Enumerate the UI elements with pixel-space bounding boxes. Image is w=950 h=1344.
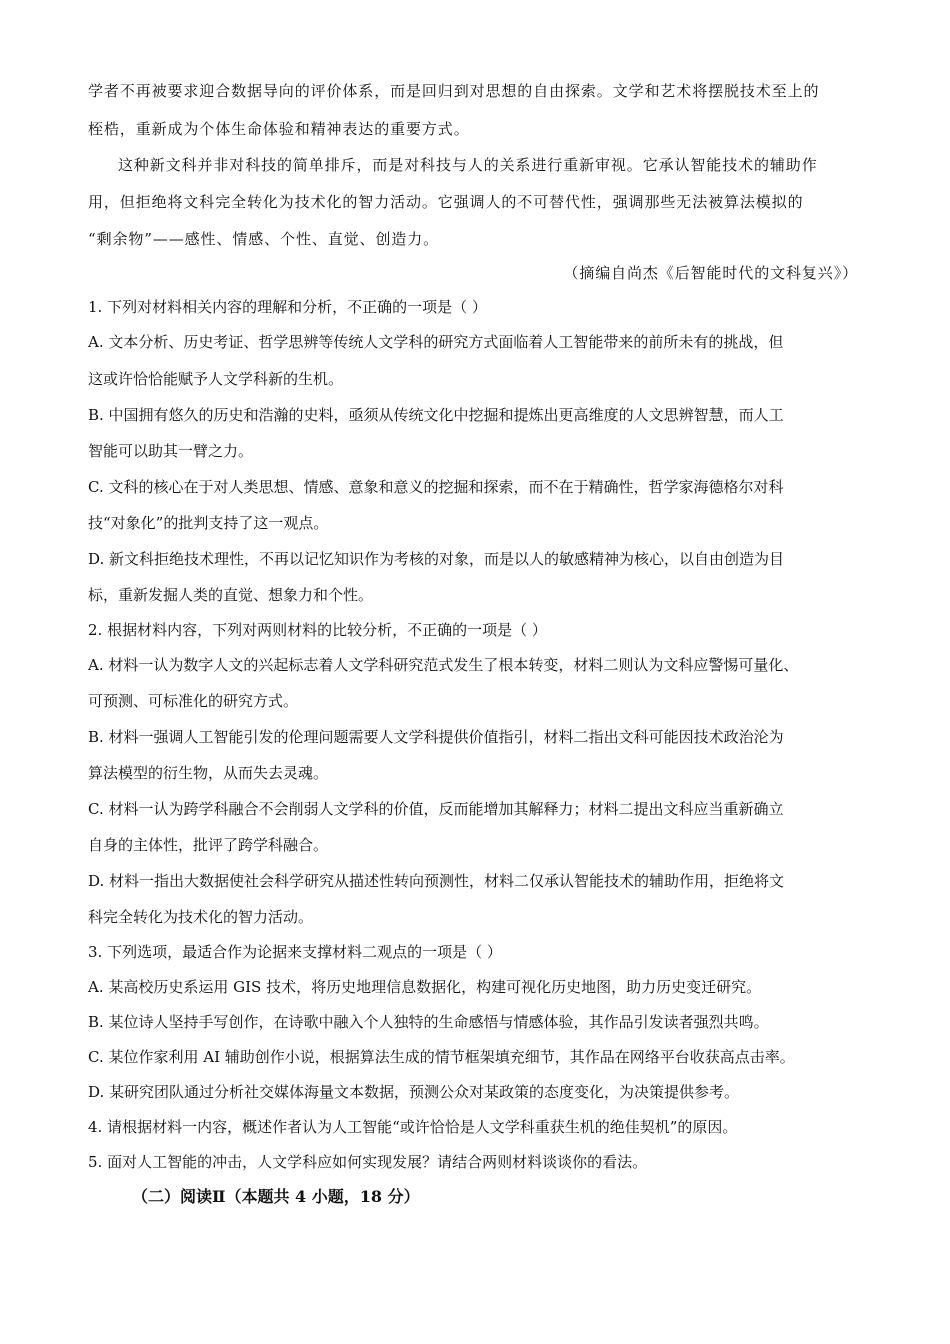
option-line: A. 某高校历史系运用 GIS 技术，将历史地理信息数据化，构建可视化历史地图，助力历史变迁研究。 <box>88 978 762 996</box>
option-line: B. 中国拥有悠久的历史和浩瀚的史料，亟须从传统文化中挖掘和提炼出更高维度的人文思辨智慧，而人工 <box>88 406 784 424</box>
option-line: C. 材料一认为跨学科融合不会削弱人文学科的价值，反而能增加其解释力；材料二提出文科应当重新确立 <box>88 800 784 818</box>
option-line: 技“对象化”的批判支持了这一观点。 <box>88 514 329 532</box>
passage-line: 学者不再被要求迎合数据导向的评价体系，而是回归到对思想的自由探索。文学和艺术将摆脱技术至上的 <box>88 82 820 100</box>
option-line: B. 材料一强调人工智能引发的伦理问题需要人文学科提供价值指引，材料二指出文科可能因技术政治沦为 <box>88 728 784 746</box>
question-stem: 5. 面对人工智能的冲击，人文学科应如何实现发展？请结合两则材料谈谈你的看法。 <box>88 1153 648 1171</box>
option-line: D. 新文科拒绝技术理性，不再以记忆知识作为考核的对象，而是以人的敏感精神为核心，以自由创造为目 <box>88 550 785 568</box>
option-line: A. 材料一认为数字人文的兴起标志着人文学科研究范式发生了根本转变，材料二则认为文科应警惕可量化、 <box>88 656 799 674</box>
passage-line: “剩余物”——感性、情感、个性、直觉、创造力。 <box>88 230 440 248</box>
section-title: （二）阅读Ⅱ（本题共 4 小题，18 分） <box>132 1187 420 1206</box>
option-line: C. 文科的核心在于对人类思想、情感、意象和意义的挖掘和探索，而不在于精确性，哲学家海德格尔对科 <box>88 478 784 496</box>
passage-source: （摘编自尚杰《后智能时代的文科复兴》） <box>563 264 858 282</box>
option-line: 这或许恰恰能赋予人文学科新的生机。 <box>88 370 344 388</box>
option-line: 科完全转化为技术化的智力活动。 <box>88 908 314 926</box>
option-line: B. 某位诗人坚持手写创作，在诗歌中融入个人独特的生命感悟与情感体验，其作品引发读者强烈共鸣。 <box>88 1013 769 1031</box>
option-line: D. 材料一指出大数据使社会科学研究从描述性转向预测性，材料二仅承认智能技术的辅助作用，拒绝将文 <box>88 872 785 890</box>
option-line: 自身的主体性，批评了跨学科融合。 <box>88 836 329 854</box>
question-stem: 2. 根据材料内容，下列对两则材料的比较分析，不正确的一项是（ ） <box>88 621 547 639</box>
option-line: A. 文本分析、历史考证、哲学思辨等传统人文学科的研究方式面临着人工智能带来的前所未有的挑战，但 <box>88 333 784 351</box>
question-stem: 4. 请根据材料一内容，概述作者认为人工智能“或许恰恰是人文学科重获生机的绝佳契机”的原因。 <box>88 1118 738 1136</box>
option-line: 可预测、可标准化的研究方式。 <box>88 692 299 710</box>
option-line: D. 某研究团队通过分析社交媒体海量文本数据，预测公众对某政策的态度变化，为决策提供参考。 <box>88 1083 740 1101</box>
question-stem: 1. 下列对材料相关内容的理解和分析，不正确的一项是（ ） <box>88 298 487 316</box>
passage-line: 用，但拒绝将文科完全转化为技术化的智力活动。它强调人的不可替代性，强调那些无法被算法模拟的 <box>88 193 804 211</box>
option-line: 标，重新发掘人类的直觉、想象力和个性。 <box>88 586 374 604</box>
question-stem: 3. 下列选项，最适合作为论据来支撑材料二观点的一项是（ ） <box>88 943 502 961</box>
option-line: C. 某位作家利用 AI 辅助创作小说，根据算法生成的情节框架填充细节，其作品在网络平台收获高点击率。 <box>88 1048 795 1066</box>
option-line: 算法模型的衍生物，从而失去灵魂。 <box>88 764 329 782</box>
option-line: 智能可以助其一臂之力。 <box>88 442 254 460</box>
passage-line: 这种新文科并非对科技的简单排斥，而是对科技与人的关系进行重新审视。它承认智能技术的辅助作 <box>118 156 818 174</box>
passage-line: 桎梏，重新成为个体生命体验和精神表达的重要方式。 <box>88 120 470 138</box>
